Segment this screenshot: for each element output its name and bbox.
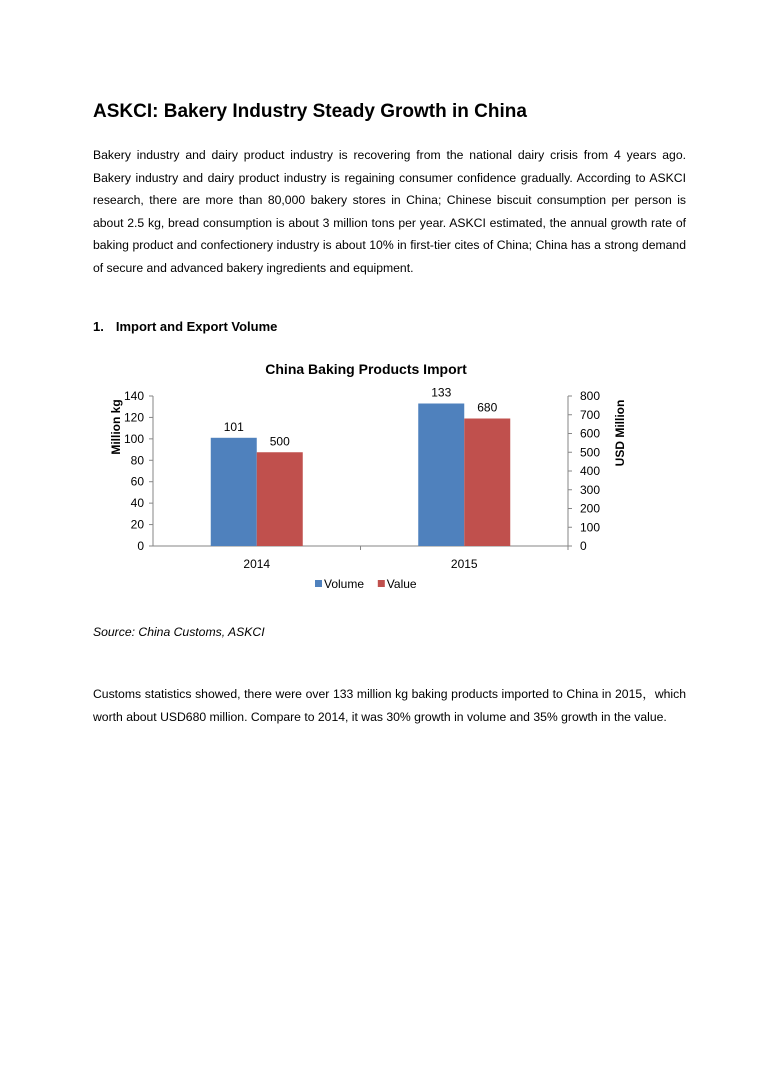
y-right-tick-label: 200 bbox=[580, 501, 601, 516]
legend-swatch-volume bbox=[315, 580, 322, 587]
y-left-tick-label: 80 bbox=[130, 453, 144, 468]
x-tick-label: 2014 bbox=[243, 557, 271, 571]
y-left-tick-label: 0 bbox=[137, 539, 144, 553]
bar-volume bbox=[211, 438, 257, 546]
data-label: 500 bbox=[269, 434, 290, 449]
y-right-tick-label: 0 bbox=[580, 539, 587, 553]
y-right-tick-label: 600 bbox=[580, 426, 601, 441]
data-label: 133 bbox=[431, 385, 452, 400]
y-left-tick-label: 140 bbox=[123, 389, 144, 403]
bar-volume bbox=[418, 404, 464, 547]
y-left-tick-label: 20 bbox=[130, 517, 144, 532]
y-right-axis-title: USD Million bbox=[613, 399, 627, 467]
y-right-tick-label: 100 bbox=[580, 520, 601, 535]
section-title: Import and Export Volume bbox=[115, 319, 278, 334]
page-title: ASKCI: Bakery Industry Steady Growth in China bbox=[93, 101, 527, 122]
y-right-tick-label: 800 bbox=[580, 389, 601, 403]
y-left-axis-title: Million kg bbox=[109, 399, 123, 455]
y-left-tick-label: 100 bbox=[123, 431, 144, 446]
section-number: 1. bbox=[93, 319, 104, 334]
data-label: 680 bbox=[477, 400, 498, 415]
bar-value bbox=[257, 452, 303, 546]
legend-label-value: Value bbox=[386, 577, 417, 591]
section-heading bbox=[93, 319, 277, 334]
bar-value bbox=[464, 419, 510, 547]
y-right-tick-label: 400 bbox=[580, 464, 601, 478]
legend-label-volume: Volume bbox=[324, 577, 365, 591]
y-right-tick-label: 300 bbox=[580, 482, 601, 497]
chart-title: China Baking Products Import bbox=[265, 361, 467, 377]
legend-swatch-value bbox=[378, 580, 385, 587]
summary-paragraph: Customs statistics showed, there were over 133 million kg baking products imported to China in 2015，which worth about USD680 million. Compare to 2014, it was 30% growth in volume and 35% growth in the value. bbox=[93, 687, 686, 724]
import-chart bbox=[90, 350, 650, 612]
intro-paragraph: Bakery industry and dairy product industry is recovering from the national dairy crisis from 4 years ago. Bakery industry and dairy product industry is regaining consumer confidence gradually. According to ASKCI research, there are more than 80,000 bakery stores in China; Chinese biscuit consumption per person is about 2.5 kg, bread consumption is about 3 million tons per year. ASKCI estimated, the annual growth rate of baking product and confectionery industry is about 10% in first-tier cites of China; China has a strong demand of secure and advanced bakery ingredients and equipment. bbox=[93, 148, 686, 275]
data-label: 101 bbox=[223, 419, 244, 434]
y-right-tick-label: 500 bbox=[580, 445, 601, 460]
y-left-tick-label: 60 bbox=[130, 474, 144, 489]
y-left-tick-label: 40 bbox=[130, 496, 144, 511]
source-note: Source: China Customs, ASKCI bbox=[93, 625, 265, 639]
y-left-tick-label: 120 bbox=[123, 410, 144, 425]
y-right-tick-label: 700 bbox=[580, 407, 601, 422]
x-tick-label: 2015 bbox=[450, 557, 478, 571]
